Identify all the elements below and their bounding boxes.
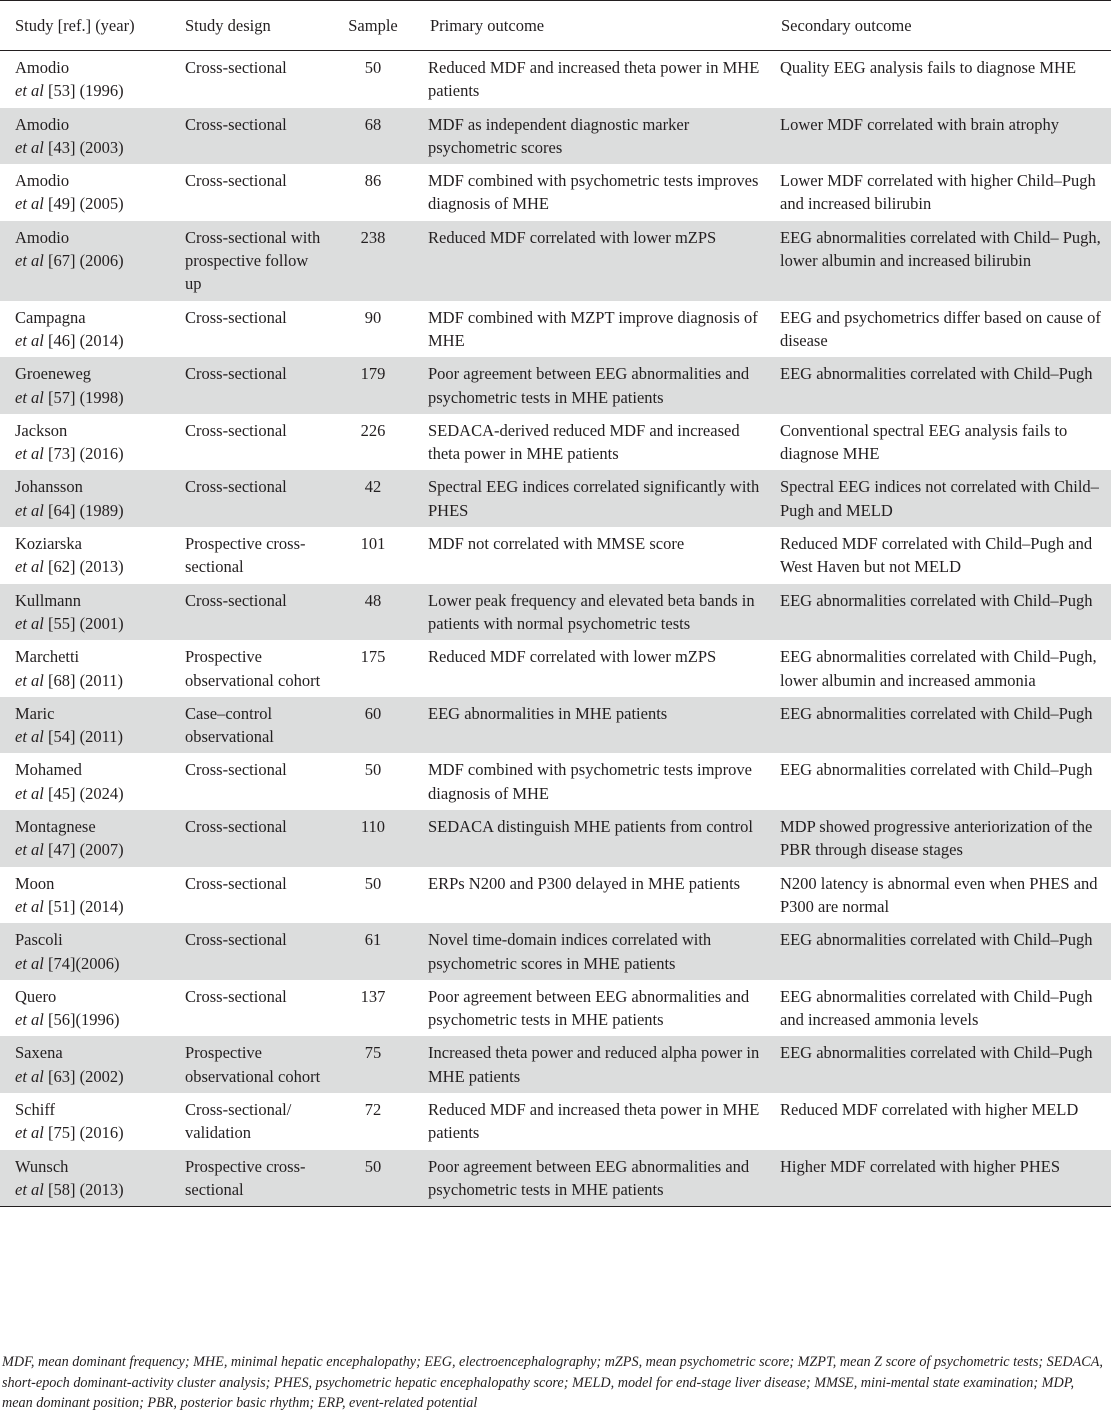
table-row [0, 810, 1111, 867]
primary-outcome-cell: Poor agreement between EEG abnormalities and psychometric tests in MHE patients [428, 986, 750, 1030]
table-row [0, 1093, 1111, 1150]
study-design-cell: Cross-sectional [170, 470, 331, 527]
study-citation: [67] (2006) [43, 251, 124, 271]
study-etal: et al [15, 194, 44, 214]
study-design-cell: Prospective cross-sectional [185, 534, 306, 577]
study-etal: et al [15, 896, 44, 916]
secondary-outcome-cell: EEG abnormalities correlated with Child–Pugh [780, 760, 1093, 780]
study-author: Marchetti [15, 647, 80, 667]
sample-cell: 90 [364, 307, 382, 327]
study-author: Kullmann [15, 590, 81, 610]
primary-outcome-cell: MDF as independent diagnostic marker psychometric scores [415, 108, 766, 165]
study-etal: et al [15, 1123, 44, 1143]
primary-outcome-cell: ERPs N200 and P300 delayed in MHE patients [428, 873, 741, 893]
study-cell [0, 1093, 170, 1150]
study-citation: [58] (2013) [43, 1179, 124, 1199]
study-citation: [43] (2003) [43, 137, 124, 157]
sample-cell: 60 [331, 697, 415, 754]
primary-outcome-cell: Reduced MDF correlated with lower mZPS [415, 221, 766, 301]
study-cell [0, 357, 170, 414]
sample-cell: 238 [331, 221, 415, 301]
study-cell [0, 867, 170, 924]
study-author: Montagnese [15, 817, 96, 837]
study-citation: [46] (2014) [43, 330, 124, 350]
study-citation: [45] (2024) [43, 783, 124, 803]
table-row [0, 867, 1111, 924]
secondary-outcome-cell: Conventional spectral EEG analysis fails to diagnose MHE [780, 420, 1068, 464]
table-row [0, 221, 1111, 301]
study-design-cell: Cross-sectional [185, 58, 287, 77]
study-author: Amodio [15, 171, 70, 191]
study-cell [0, 584, 170, 641]
primary-outcome-cell: SEDACA distinguish MHE patients from control [415, 810, 766, 867]
study-design-cell: Cross-sectional with prospective follow up [170, 221, 331, 301]
study-cell [0, 164, 170, 221]
sample-cell: 110 [331, 810, 415, 867]
primary-outcome-cell: Lower peak frequency and elevated beta bands in patients with normal psychometric tests [415, 584, 766, 641]
table-row [0, 51, 1111, 108]
study-etal: et al [15, 557, 44, 577]
header-sample: Sample [331, 1, 415, 51]
study-design-cell: Cross-sectional [170, 810, 331, 867]
study-etal: et al [15, 840, 44, 860]
study-etal: et al [15, 1179, 44, 1199]
primary-outcome-cell: Poor agreement between EEG abnormalities and psychometric tests in MHE patients [415, 357, 766, 414]
study-cell [0, 527, 170, 584]
study-cell [0, 1150, 170, 1207]
study-design-cell: Cross-sectional [170, 584, 331, 641]
study-etal: et al [15, 1010, 44, 1030]
study-etal: et al [15, 1066, 44, 1086]
sample-cell: 101 [360, 534, 386, 554]
study-cell [0, 640, 170, 697]
table-row [0, 1036, 1111, 1093]
secondary-outcome-cell: EEG abnormalities correlated with Child–Pugh [766, 923, 1111, 980]
secondary-outcome-cell: Lower MDF correlated with brain atrophy [766, 108, 1111, 165]
table-row [0, 923, 1111, 980]
study-etal: et al [15, 953, 44, 973]
table-row [0, 301, 1111, 358]
primary-outcome-cell: SEDACA-derived reduced MDF and increased theta power in MHE patients [428, 420, 740, 464]
table-body [0, 51, 1111, 1207]
study-author: Johansson [15, 477, 83, 497]
sample-cell: 42 [331, 470, 415, 527]
secondary-outcome-cell: EEG and psychometrics differ based on cause of disease [780, 307, 1101, 350]
sample-cell: 137 [360, 986, 386, 1006]
study-author: Koziarska [15, 534, 82, 554]
secondary-outcome-cell: EEG abnormalities correlated with Child–Pugh [766, 1036, 1111, 1093]
primary-outcome-cell: Novel time-domain indices correlated with psychometric scores in MHE patients [415, 923, 766, 980]
primary-outcome-cell: Reduced MDF correlated with lower mZPS [428, 647, 717, 667]
study-cell [0, 923, 170, 980]
study-cell [0, 980, 170, 1037]
primary-outcome-cell: MDF not correlated with MMSE score [428, 534, 685, 554]
study-author: Amodio [15, 114, 70, 134]
sample-cell: 226 [360, 420, 386, 440]
study-author: Schiff [15, 1099, 56, 1119]
secondary-outcome-cell: Quality EEG analysis fails to diagnose MHE [780, 58, 1077, 77]
table-row [0, 108, 1111, 165]
study-design-cell: Cross-sectional [170, 108, 331, 165]
sample-cell: 72 [364, 1099, 382, 1119]
secondary-outcome-cell: Reduced MDF correlated with higher MELD [780, 1099, 1079, 1119]
study-design-cell: Cross-sectional [170, 923, 331, 980]
study-etal: et al [15, 137, 44, 157]
secondary-outcome-cell: Lower MDF correlated with higher Child–Pugh and increased bilirubin [780, 171, 1096, 214]
study-author: Pascoli [15, 930, 63, 950]
table-row [0, 980, 1111, 1037]
primary-outcome-cell: Reduced MDF and increased theta power in MHE patients [428, 1099, 760, 1143]
table-row [0, 584, 1111, 641]
study-etal: et al [15, 251, 44, 271]
sample-cell: 61 [331, 923, 415, 980]
secondary-outcome-cell: EEG abnormalities correlated with Child–Pugh [766, 584, 1111, 641]
sample-cell: 68 [331, 108, 415, 165]
study-etal: et al [15, 444, 44, 464]
study-citation: [74](2006) [43, 953, 120, 973]
sample-cell: 75 [331, 1036, 415, 1093]
header-secondary-outcome: Secondary outcome [766, 1, 1111, 51]
study-cell [0, 108, 170, 165]
primary-outcome-cell: Increased theta power and reduced alpha power in MHE patients [415, 1036, 766, 1093]
sample-cell: 175 [360, 647, 386, 667]
sample-cell: 50 [364, 58, 382, 77]
header-design: Study design [170, 1, 331, 51]
study-design-cell: Cross-sectional/ validation [185, 1099, 292, 1143]
primary-outcome-cell: Poor agreement between EEG abnormalities and psychometric tests in MHE patients [415, 1150, 766, 1207]
sample-cell: 50 [364, 873, 382, 893]
study-cell [0, 753, 170, 810]
sample-cell: 179 [331, 357, 415, 414]
study-design-cell: Cross-sectional [170, 357, 331, 414]
study-author: Campagna [15, 307, 86, 327]
study-author: Amodio [15, 58, 70, 77]
table-row [0, 1150, 1111, 1207]
study-author: Mohamed [15, 760, 82, 780]
sample-cell: 50 [364, 760, 382, 780]
study-citation: [75] (2016) [43, 1123, 124, 1143]
study-design-cell: Cross-sectional [185, 171, 287, 191]
study-etal: et al [15, 387, 44, 407]
study-etal: et al [15, 783, 44, 803]
study-design-cell: Cross-sectional [185, 760, 287, 780]
study-design-cell: Prospective observational cohort [170, 1036, 331, 1093]
study-citation: [73] (2016) [43, 444, 124, 464]
study-author: Amodio [15, 227, 70, 247]
table-row [0, 164, 1111, 221]
secondary-outcome-cell: MDP showed progressive anteriorization of the PBR through disease stages [766, 810, 1111, 867]
secondary-outcome-cell: Reduced MDF correlated with Child–Pugh and West Haven but not MELD [780, 534, 1093, 577]
study-citation: [53] (1996) [43, 81, 124, 101]
study-citation: [54] (2011) [43, 727, 123, 747]
study-author: Maric [15, 703, 55, 723]
study-citation: [49] (2005) [43, 194, 124, 214]
study-design-cell: Cross-sectional [185, 873, 287, 893]
study-author: Wunsch [15, 1156, 69, 1176]
table-row [0, 640, 1111, 697]
header-primary-outcome: Primary outcome [415, 1, 766, 51]
study-citation: [62] (2013) [43, 557, 124, 577]
study-citation: [56](1996) [43, 1010, 120, 1030]
table-row [0, 414, 1111, 471]
secondary-outcome-cell: Higher MDF correlated with higher PHES [766, 1150, 1111, 1207]
study-citation: [51] (2014) [43, 896, 124, 916]
secondary-outcome-cell: EEG abnormalities correlated with Child–Pugh [766, 697, 1111, 754]
table-row [0, 470, 1111, 527]
secondary-outcome-cell: EEG abnormalities correlated with Child–Pugh [766, 357, 1111, 414]
study-author: Groeneweg [15, 364, 92, 384]
study-cell [0, 470, 170, 527]
study-author: Jackson [15, 420, 68, 440]
secondary-outcome-cell: N200 latency is abnormal even when PHES and P300 are normal [780, 873, 1098, 916]
study-author: Saxena [15, 1043, 63, 1063]
primary-outcome-cell: Reduced MDF and increased theta power in MHE patients [428, 58, 760, 101]
primary-outcome-cell: Spectral EEG indices correlated significantly with PHES [415, 470, 766, 527]
study-cell [0, 697, 170, 754]
study-design-cell: Cross-sectional [185, 420, 287, 440]
study-etal: et al [15, 330, 44, 350]
study-cell [0, 301, 170, 358]
study-etal: et al [15, 613, 44, 633]
study-author: Moon [15, 873, 55, 893]
sample-cell: 86 [364, 171, 382, 191]
sample-cell: 48 [331, 584, 415, 641]
study-etal: et al [15, 727, 44, 747]
table-row [0, 753, 1111, 810]
study-etal: et al [15, 500, 44, 520]
primary-outcome-cell: MDF combined with psychometric tests improves diagnosis of MHE [428, 171, 759, 214]
study-etal: et al [15, 670, 44, 690]
header-study: Study [ref.] (year) [0, 1, 170, 51]
study-cell [0, 810, 170, 867]
sample-cell: 50 [331, 1150, 415, 1207]
study-design-cell: Cross-sectional [185, 307, 287, 327]
study-cell [0, 1036, 170, 1093]
study-citation: [63] (2002) [43, 1066, 124, 1086]
secondary-outcome-cell: EEG abnormalities correlated with Child–Pugh and increased ammonia levels [780, 986, 1093, 1030]
secondary-outcome-cell: EEG abnormalities correlated with Child–Pugh, lower albumin and increased ammonia [780, 647, 1097, 690]
table-footnote: MDF, mean dominant frequency; MHE, minimal hepatic encephalopathy; EEG, electroencephalography; mZPS, mean psychometric score; MZPT, mean Z score of psychometric tests; SEDACA, short-epoch dominant-activity cluster analysis; PHES, psychometric hepatic encephalopathy score; MELD, model for end-stage liver disease; MMSE, mini-mental state examination; MDP, mean dominant position; PBR, posterior basic rhythm; ERP, event-related potential [2, 1354, 1103, 1411]
study-cell [0, 221, 170, 301]
table-header [0, 1, 1111, 51]
study-design-cell: Prospective cross-sectional [170, 1150, 331, 1207]
study-citation: [57] (1998) [43, 387, 124, 407]
secondary-outcome-cell: Spectral EEG indices not correlated with Child–Pugh and MELD [766, 470, 1111, 527]
secondary-outcome-cell: EEG abnormalities correlated with Child– Pugh, lower albumin and increased bilirubin [766, 221, 1111, 301]
study-cell [0, 414, 170, 471]
study-citation: [55] (2001) [43, 613, 124, 633]
table-row [0, 527, 1111, 584]
primary-outcome-cell: EEG abnormalities in MHE patients [415, 697, 766, 754]
study-author: Quero [15, 986, 57, 1006]
study-citation: [47] (2007) [43, 840, 124, 860]
study-cell [0, 51, 170, 108]
header-row [0, 1, 1111, 51]
study-design-cell: Case–control observational [170, 697, 331, 754]
study-design-cell: Prospective observational cohort [185, 647, 321, 690]
table-row [0, 357, 1111, 414]
study-citation: [68] (2011) [43, 670, 123, 690]
study-etal: et al [15, 81, 44, 101]
primary-outcome-cell: MDF combined with psychometric tests improve diagnosis of MHE [428, 760, 752, 803]
primary-outcome-cell: MDF combined with MZPT improve diagnosis of MHE [428, 307, 758, 350]
study-citation: [64] (1989) [43, 500, 124, 520]
table-row [0, 697, 1111, 754]
study-design-cell: Cross-sectional [185, 986, 287, 1006]
